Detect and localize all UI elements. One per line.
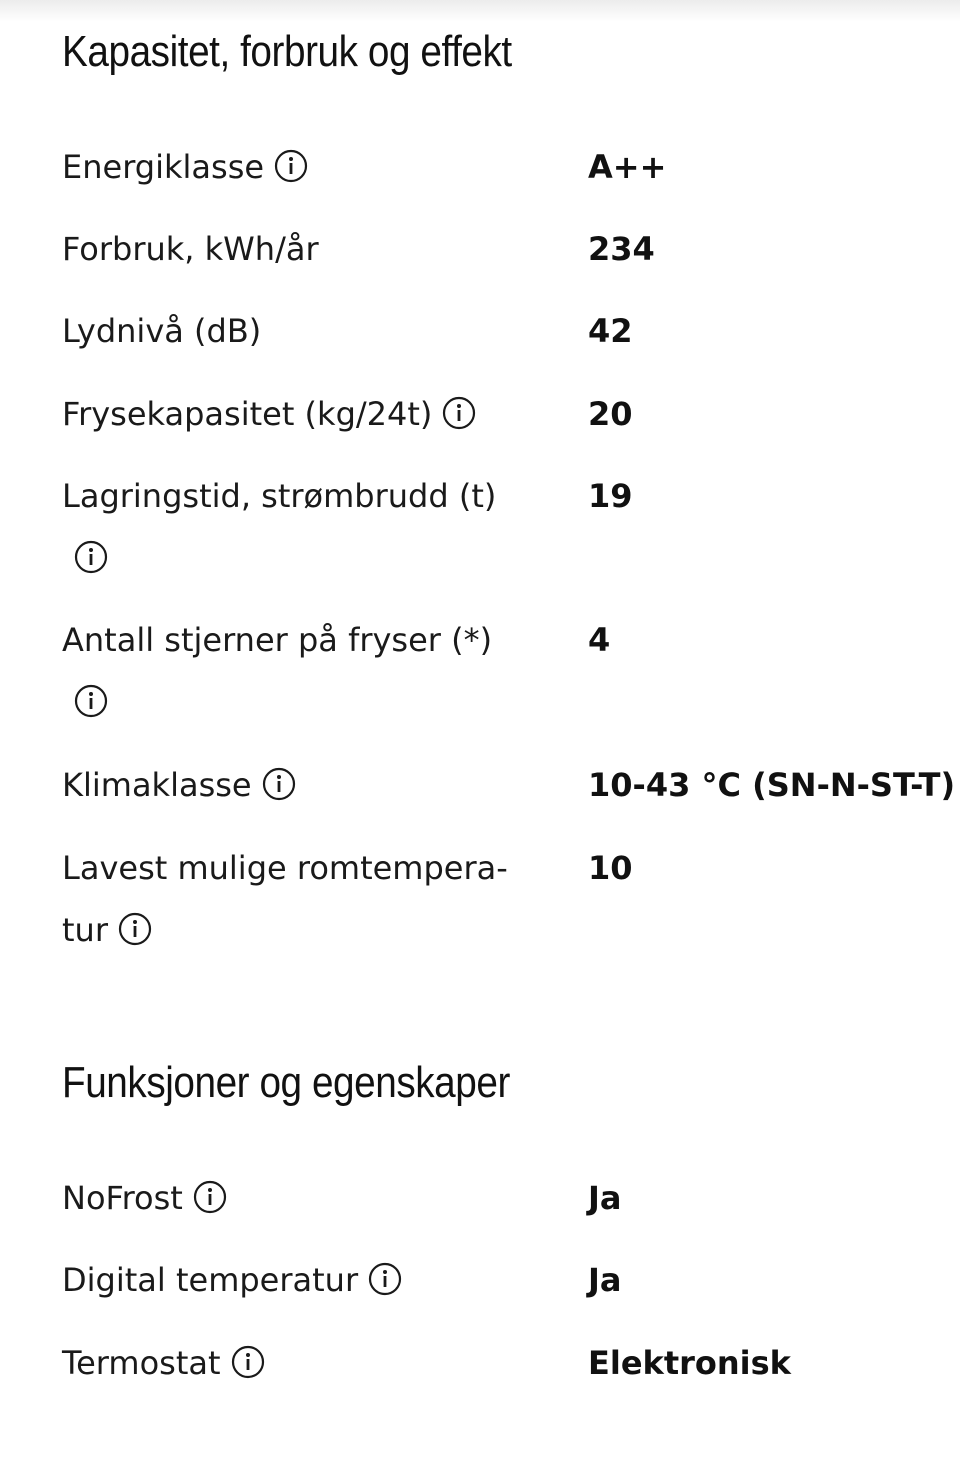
spec-label-text-continued: tur xyxy=(62,911,108,949)
spec-value: 42 xyxy=(588,312,633,350)
spec-value: Ja xyxy=(588,1261,622,1299)
spec-label-text: Termostat xyxy=(62,1344,221,1382)
info-circle-icon[interactable] xyxy=(74,540,108,574)
spec-label-text: Lagringstid, strømbrudd (t) xyxy=(62,477,497,515)
spec-label-text: Klimaklasse xyxy=(62,766,252,804)
spec-label xyxy=(62,218,542,280)
spec-label xyxy=(62,465,542,589)
spec-value: 4 xyxy=(588,621,611,659)
spec-label xyxy=(62,754,542,816)
spec-label-text: Digital temperatur xyxy=(62,1261,359,1299)
spec-value: Ja xyxy=(588,1179,622,1217)
spec-label-text: Energiklasse xyxy=(62,148,265,186)
spec-label xyxy=(62,1167,542,1229)
spec-label xyxy=(62,1249,542,1311)
spec-label xyxy=(62,609,542,733)
spec-value: 19 xyxy=(588,477,633,515)
spec-label-text: Frysekapasitet (kg/24t) xyxy=(62,395,433,433)
spec-label xyxy=(62,837,542,961)
spec-label-text: Antall stjerner på fryser (*) xyxy=(62,621,493,659)
info-circle-icon[interactable] xyxy=(368,1262,402,1296)
info-circle-icon[interactable] xyxy=(262,767,296,801)
spec-label xyxy=(62,300,542,362)
spec-label xyxy=(62,383,542,445)
spec-value: 10-43 °C (SN-N-ST-T) xyxy=(588,766,956,804)
info-circle-icon[interactable] xyxy=(74,684,108,718)
info-circle-icon[interactable] xyxy=(274,149,308,183)
info-circle-icon[interactable] xyxy=(231,1345,265,1379)
info-circle-icon[interactable] xyxy=(193,1180,227,1214)
spec-label-text: NoFrost xyxy=(62,1179,183,1217)
spec-label-text: Forbruk, kWh/år xyxy=(62,230,319,268)
spec-value: 20 xyxy=(588,395,633,433)
spec-value: Elektronisk xyxy=(588,1344,791,1382)
spec-label xyxy=(62,1332,542,1394)
top-shadow xyxy=(0,0,960,22)
spec-label xyxy=(62,136,542,198)
spec-value: 234 xyxy=(588,230,655,268)
spec-value: 10 xyxy=(588,849,633,887)
section-title-capacity: Kapasitet, forbruk og effekt xyxy=(62,27,512,76)
spec-value: A++ xyxy=(588,148,667,186)
spec-label-text: Lavest mulige romtempera- xyxy=(62,849,508,887)
section-title-features: Funksjoner og egenskaper xyxy=(62,1058,510,1107)
info-circle-icon[interactable] xyxy=(442,396,476,430)
spec-label-text: Lydnivå (dB) xyxy=(62,312,262,350)
info-circle-icon[interactable] xyxy=(118,912,152,946)
